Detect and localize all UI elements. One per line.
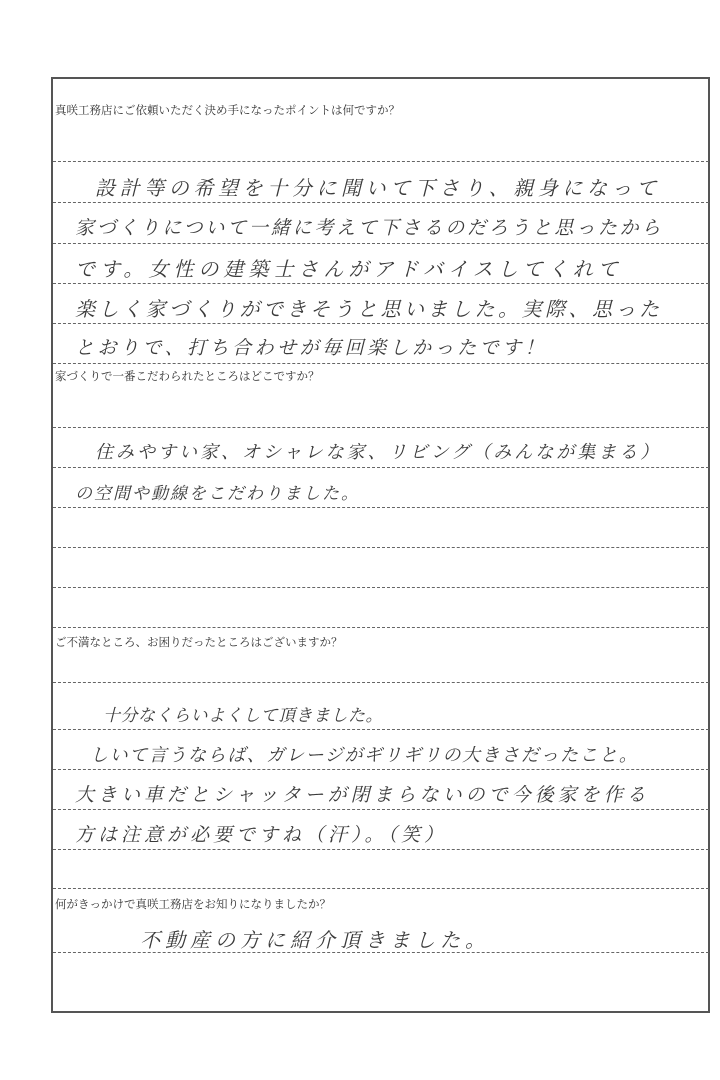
ruled-line — [53, 283, 709, 284]
ruled-line — [53, 323, 709, 324]
answer-line: の空間や動線をこだわりました。 — [75, 484, 360, 504]
answer-line: 家づくりについて一緒に考えて下さるのだろうと思ったから — [75, 217, 664, 239]
answer-line: 不動産の方に紹介頂きました。 — [140, 928, 490, 952]
ruled-line — [53, 627, 709, 628]
ruled-line — [53, 202, 709, 203]
ruled-line — [53, 243, 709, 244]
answer-line: 設計等の希望を十分に聞いて下さり、親身になって — [95, 176, 661, 200]
ruled-line — [53, 682, 709, 683]
ruled-line — [53, 507, 709, 508]
answer-line: 楽しく家づくりができそうと思いました。実際、思った — [75, 297, 663, 321]
answer-line: しいて言うならば、ガレージがギリギリの大きさだったこと。 — [90, 745, 639, 766]
ruled-line — [53, 809, 709, 810]
ruled-line — [53, 467, 709, 468]
answer-line: です。女性の建築士さんがアドバイスしてくれて — [75, 257, 623, 281]
question-how-found: 何がきっかけで真咲工務店をお知りになりましたか？ — [55, 897, 331, 911]
answer-line: 住みやすい家、オシャレな家、リビング（みんなが集まる） — [95, 442, 662, 463]
answer-line: 大きい車だとシャッターが閉まらないので今後家を作る — [75, 784, 650, 806]
question-complaints: ご不満なところ、お困りだったところはございますか？ — [55, 635, 343, 649]
question-particular-point: 家づくりで一番こだわられたところはどこですか？ — [55, 369, 320, 383]
question-decision-point: 真咲工務店にご依頼いただく決め手になったポイントは何ですか？ — [55, 103, 400, 117]
ruled-line — [53, 769, 709, 770]
answer-line: 十分なくらいよくして頂きました。 — [103, 706, 383, 726]
ruled-line — [53, 888, 709, 889]
ruled-line — [53, 547, 709, 548]
ruled-line — [53, 363, 709, 364]
ruled-line — [53, 161, 709, 162]
ruled-line — [53, 427, 709, 428]
ruled-line — [53, 587, 709, 588]
answer-line: 方は注意が必要ですね（汗）。（笑） — [75, 824, 448, 846]
answer-line: とおりで、打ち合わせが毎回楽しかったです！ — [75, 337, 548, 359]
ruled-line — [53, 849, 709, 850]
ruled-line — [53, 729, 709, 730]
